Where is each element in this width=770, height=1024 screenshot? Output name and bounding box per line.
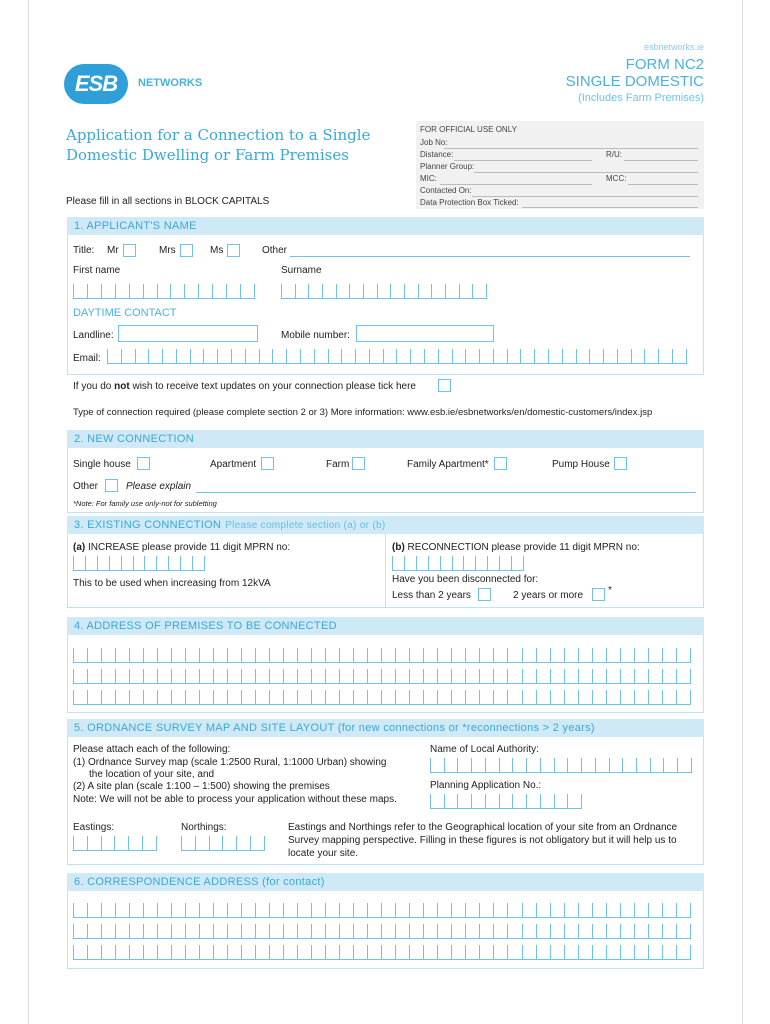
page-title-line2: Domestic Dwelling or Farm Premises (66, 146, 349, 164)
northings-label: Northings: (181, 822, 227, 833)
asterisk-mark: * (608, 585, 612, 596)
landline-label: Landline: (73, 330, 114, 341)
official-job-no: Job No: (420, 138, 448, 147)
apartment-label: Apartment (210, 459, 257, 470)
apartment-checkbox[interactable] (261, 457, 274, 470)
official-data-protection: Data Protection Box Ticked: (420, 198, 519, 207)
section1-header (67, 217, 704, 235)
form-code: FORM NC2 (625, 56, 704, 73)
title-mr-checkbox[interactable] (123, 244, 136, 257)
farm-label: Farm (326, 459, 350, 470)
please-explain-label: Please explain (126, 481, 192, 492)
surname-label: Surname (281, 265, 322, 276)
site-url: esbnetworks.ie (643, 42, 704, 52)
increase-label: (a) INCREASE please provide 11 digit MPRN no: (73, 542, 291, 553)
official-mcc: MCC: (606, 174, 627, 183)
attach-item1a: (1) Ordnance Survey map (scale 1:2500 Rural, 1:1000 Urban) showing (73, 757, 387, 768)
title-other-field[interactable] (290, 256, 690, 257)
email-label: Email: (73, 353, 101, 364)
coordinates-explain-1: Eastings and Northings refer to the Geographical location of your site from an Ordnance (288, 822, 678, 833)
margin-line-right (742, 0, 743, 1024)
please-explain-field[interactable] (196, 492, 696, 493)
attach-item1b: the location of your site, and (89, 769, 215, 780)
reconnection-mprn-input[interactable] (392, 556, 524, 571)
form-type: SINGLE DOMESTIC (565, 73, 704, 90)
local-authority-input[interactable] (430, 758, 692, 773)
correspondence-address-line1[interactable] (73, 903, 691, 918)
first-name-label: First name (73, 265, 121, 276)
margin-line-left (28, 0, 29, 1024)
family-apartment-label: Family Apartment* (407, 459, 489, 470)
pump-house-checkbox[interactable] (614, 457, 627, 470)
single-house-label: Single house (73, 459, 131, 470)
connection-type-info: Type of connection required (please complete section 2 or 3) More information: www.esb.ie/esbnetworks/en/domestic-customers/index.jsp (73, 407, 653, 418)
northings-input[interactable] (181, 836, 265, 851)
section3-sub: Please complete section (a) or (b) (225, 520, 386, 531)
title-ms-checkbox[interactable] (227, 244, 240, 257)
section4-header (67, 617, 704, 635)
eastings-input[interactable] (73, 836, 157, 851)
planning-no-label: Planning Application No.: (430, 780, 542, 791)
brand-networks: NETWORKS (138, 77, 203, 89)
premises-address-line2[interactable] (73, 669, 691, 684)
section2-heading: 2. NEW CONNECTION (74, 433, 194, 445)
title-label: Title: (73, 245, 95, 256)
official-planner-group: Planner Group: (420, 162, 475, 171)
pump-house-label: Pump House (552, 459, 610, 470)
section4-heading: 4. ADDRESS OF PREMISES TO BE CONNECTED (74, 620, 337, 632)
title-mrs-checkbox[interactable] (180, 244, 193, 257)
esb-logo: ESB (64, 64, 128, 104)
family-use-note: *Note: For family use only-not for subletting (73, 499, 217, 508)
official-use-box (416, 121, 704, 209)
text-updates-label: If you do not wish to receive text updates on your connection please tick here (73, 381, 416, 392)
first-name-input[interactable] (73, 284, 255, 299)
mobile-input[interactable] (356, 325, 494, 342)
title-mrs-label: Mrs (159, 245, 176, 256)
attach-item2: (2) A site plan (scale 1:100 – 1:500) showing the premises (73, 781, 330, 792)
attach-label: Please attach each of the following: (73, 744, 231, 755)
less-than-2-years-label: Less than 2 years (392, 590, 471, 601)
premises-address-line3[interactable] (73, 690, 691, 705)
section3-heading: 3. EXISTING CONNECTION (74, 519, 222, 531)
section2-header (67, 430, 704, 448)
landline-input[interactable] (118, 325, 258, 342)
attach-note: Note: We will not be able to process your application without these maps. (73, 794, 397, 805)
other-connection-checkbox[interactable] (105, 479, 118, 492)
section6-header (67, 873, 704, 891)
coordinates-explain-3: locate your site. (288, 848, 359, 859)
official-ru: R/U: (606, 150, 622, 159)
more-than-2-years-checkbox[interactable] (592, 588, 605, 601)
surname-input[interactable] (281, 284, 487, 299)
increase-note: This to be used when increasing from 12kVA (73, 578, 271, 589)
daytime-contact-heading: DAYTIME CONTACT (73, 307, 177, 319)
title-ms-label: Ms (210, 245, 224, 256)
title-other-label: Other (262, 245, 288, 256)
more-than-2-years-label: 2 years or more (513, 590, 584, 601)
local-authority-label: Name of Local Authority: (430, 744, 539, 755)
planning-no-input[interactable] (430, 794, 582, 809)
official-distance: Distance: (420, 150, 454, 159)
official-mic: MIC: (420, 174, 437, 183)
reconnection-label: (b) RECONNECTION please provide 11 digit MPRN no: (392, 542, 640, 553)
title-mr-label: Mr (107, 245, 119, 256)
section3-header (67, 516, 704, 534)
section5-header (67, 719, 704, 737)
official-contacted-on: Contacted On: (420, 186, 472, 195)
page-title-line1: Application for a Connection to a Single (66, 126, 371, 144)
correspondence-address-line3[interactable] (73, 945, 691, 960)
correspondence-address-line2[interactable] (73, 924, 691, 939)
coordinates-explain-2: Survey mapping perspective. Filling in these figures is not obligatory but it will help us to (288, 835, 677, 846)
email-input[interactable] (107, 349, 687, 364)
single-house-checkbox[interactable] (137, 457, 150, 470)
section6-heading: 6. CORRESPONDENCE ADDRESS (for contact) (74, 876, 325, 888)
section5-heading: 5. ORDNANCE SURVEY MAP AND SITE LAYOUT (for new connections or *reconnections > 2 years) (74, 722, 595, 734)
increase-mprn-input[interactable] (73, 556, 205, 571)
instruction-text: Please fill in all sections in BLOCK CAPITALS (66, 196, 270, 207)
premises-address-line1[interactable] (73, 648, 691, 663)
eastings-label: Eastings: (73, 822, 115, 833)
official-heading: FOR OFFICIAL USE ONLY (420, 125, 517, 134)
text-updates-checkbox[interactable] (438, 379, 451, 392)
other-connection-label: Other (73, 481, 99, 492)
section3-divider (385, 534, 386, 608)
section1-heading: 1. APPLICANT'S NAME (74, 220, 197, 232)
disconnected-question: Have you been disconnected for: (392, 574, 539, 585)
form-includes: (Includes Farm Premises) (578, 92, 704, 104)
mobile-label: Mobile number: (281, 330, 350, 341)
less-than-2-years-checkbox[interactable] (478, 588, 491, 601)
farm-checkbox[interactable] (352, 457, 365, 470)
family-apartment-checkbox[interactable] (494, 457, 507, 470)
